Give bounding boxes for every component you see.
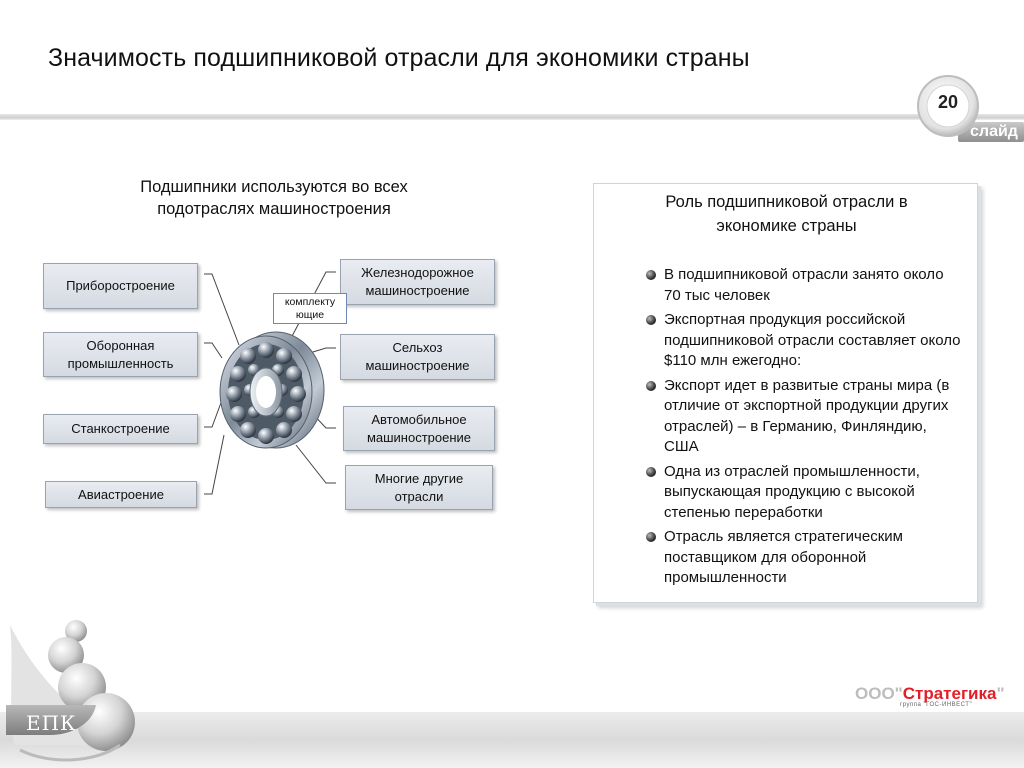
components-label-line2: ющие bbox=[295, 308, 325, 321]
bullet-dot-icon bbox=[646, 467, 656, 477]
bullet-text: В подшипниковой отрасли занято около 70 тыс человек bbox=[664, 266, 944, 304]
strategika-prefix: ООО" bbox=[855, 684, 903, 703]
bullet-text: Отрасль является стратегическим поставщиком для оборонной промышленности bbox=[664, 528, 903, 586]
components-label bbox=[273, 293, 347, 324]
strategika-c: С bbox=[902, 684, 916, 703]
right-box-0-line2: машиностроение bbox=[365, 283, 470, 298]
left-box-1 bbox=[43, 332, 198, 377]
bullet-item bbox=[644, 265, 964, 306]
bullet-text: Экспортная продукция российской подшипниковой отрасли составляет около $110 млн ежегодно: bbox=[664, 311, 961, 369]
strategika-suffix: " bbox=[996, 684, 1005, 703]
right-box-2-line1: Автомобильное bbox=[371, 411, 467, 427]
right-box-1 bbox=[340, 334, 495, 380]
strategika-subtitle: группа "ГОС-ИНВЕСТ" bbox=[900, 702, 973, 708]
components-label-line1: комплекту bbox=[284, 295, 336, 308]
bullet-item bbox=[644, 527, 964, 589]
page-title: Значимость подшипниковой отрасли для экономики страны bbox=[48, 44, 750, 72]
role-heading-line2: экономике страны bbox=[716, 217, 857, 235]
bullet-item bbox=[644, 376, 964, 458]
bullet-text: Одна из отраслей промышленности, выпускающая продукцию с высокой степенью переработки bbox=[664, 462, 920, 521]
role-heading-line1: Роль подшипниковой отрасли в bbox=[665, 193, 908, 211]
ball-bearing-image bbox=[212, 330, 328, 458]
role-panel-heading bbox=[594, 190, 979, 238]
bullet-dot-icon bbox=[646, 381, 656, 391]
role-bullet-list bbox=[644, 265, 964, 593]
slide-word: слайд bbox=[970, 123, 1018, 140]
right-box-2-line2: машиностроение bbox=[366, 429, 472, 445]
footer-band bbox=[0, 712, 1024, 768]
epk-logo bbox=[0, 605, 150, 768]
right-box-2 bbox=[343, 406, 495, 451]
bullet-dot-icon bbox=[646, 270, 656, 280]
strategika-rest: тратегика bbox=[915, 684, 997, 703]
bullet-item bbox=[644, 462, 964, 524]
right-box-3-line2: отрасли bbox=[394, 488, 444, 504]
right-box-3 bbox=[345, 465, 493, 510]
left-box-1-line1: Оборонная bbox=[86, 337, 155, 353]
right-box-1-line1: Сельхоз bbox=[392, 340, 443, 355]
left-box-2-line1: Станкостроение bbox=[71, 421, 170, 436]
left-box-0-line1: Приборостроение bbox=[66, 278, 175, 293]
bullet-dot-icon bbox=[646, 315, 656, 325]
right-box-3-line1: Многие другие bbox=[374, 470, 464, 486]
right-box-1-line2: машиностроение bbox=[365, 358, 470, 373]
bullet-dot-icon bbox=[646, 532, 656, 542]
right-box-0-line1: Железнодорожное bbox=[361, 265, 474, 280]
left-heading-line2: подотраслях машиностроения bbox=[157, 200, 391, 218]
left-box-3-line1: Авиастроение bbox=[78, 486, 164, 502]
bullet-item bbox=[644, 310, 964, 372]
bullet-text: Экспорт идет в развитые страны мира (в отличие от экспортной продукции других отраслей) – в Германию, Финляндию, США bbox=[664, 376, 950, 455]
strategika-logo bbox=[855, 684, 1005, 704]
left-box-3 bbox=[45, 481, 197, 508]
left-box-1-line2: промышленность bbox=[67, 355, 174, 371]
slide-number: 20 bbox=[937, 92, 959, 112]
right-box-0 bbox=[340, 259, 495, 305]
role-panel bbox=[593, 183, 978, 603]
left-box-0 bbox=[43, 263, 198, 309]
epk-logo-text: ЕПК bbox=[26, 711, 77, 735]
left-heading-line1: Подшипники используются во всех bbox=[140, 178, 408, 196]
left-box-2 bbox=[43, 414, 198, 444]
